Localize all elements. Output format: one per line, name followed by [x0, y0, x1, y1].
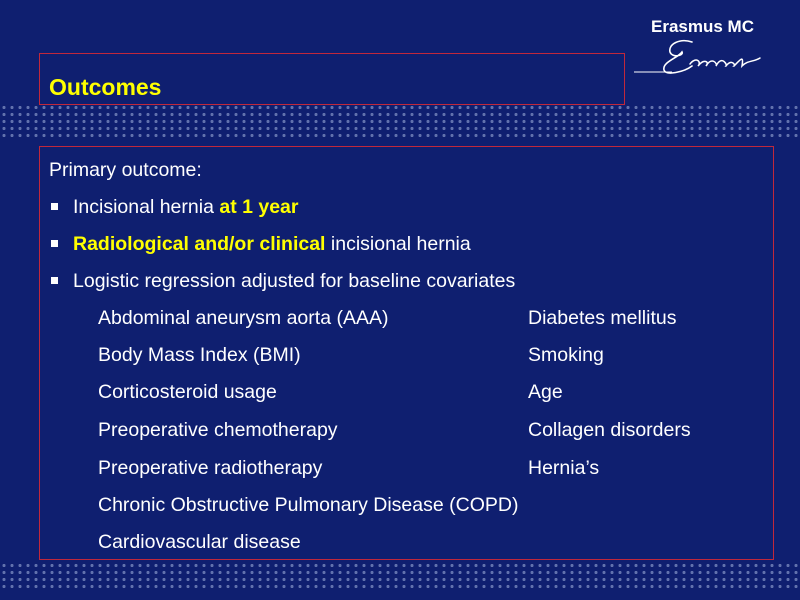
- bullet-text: Logistic regression adjusted for baseline covariates: [73, 270, 516, 292]
- bullet-square-icon: [51, 203, 58, 210]
- bullet-highlight: at 1 year: [219, 196, 299, 218]
- covariate-item: Corticosteroid usage: [98, 381, 277, 403]
- covariate-item: Preoperative chemotherapy: [98, 419, 338, 441]
- bullet-item-logistic-regression: [73, 270, 515, 293]
- bullet-text: Incisional hernia: [73, 196, 220, 218]
- bullet-square-icon: [51, 277, 58, 284]
- signature-icon: [632, 32, 772, 74]
- erasmus-mc-logo: [632, 14, 782, 74]
- covariate-item: Age: [528, 381, 563, 403]
- bullet-highlight: Radiological and/or clinical: [73, 233, 326, 255]
- slide-title: Outcomes: [49, 74, 162, 100]
- title-box: [39, 53, 625, 105]
- content-box: [39, 146, 774, 560]
- logo-text: Erasmus MC: [651, 17, 754, 36]
- bullet-item-radiological: [73, 233, 471, 256]
- covariate-item: Cardiovascular disease: [98, 531, 301, 553]
- covariate-item: Smoking: [528, 344, 604, 366]
- covariate-item: Diabetes mellitus: [528, 307, 677, 329]
- covariate-item: Preoperative radiotherapy: [98, 457, 323, 479]
- dot-band-top: [0, 104, 800, 138]
- covariate-item: Chronic Obstructive Pulmonary Disease (COPD): [98, 494, 519, 516]
- dot-band-bottom: [0, 562, 800, 592]
- bullet-square-icon: [51, 240, 58, 247]
- bullet-text: incisional hernia: [325, 233, 471, 255]
- covariate-item: Abdominal aneurysm aorta (AAA): [98, 307, 389, 329]
- primary-outcome-label: Primary outcome:: [49, 159, 202, 181]
- covariate-item: Collagen disorders: [528, 419, 691, 441]
- bullet-item-incisional-hernia: [73, 196, 299, 219]
- covariate-item: Hernia’s: [528, 457, 600, 479]
- covariate-item: Body Mass Index (BMI): [98, 344, 301, 366]
